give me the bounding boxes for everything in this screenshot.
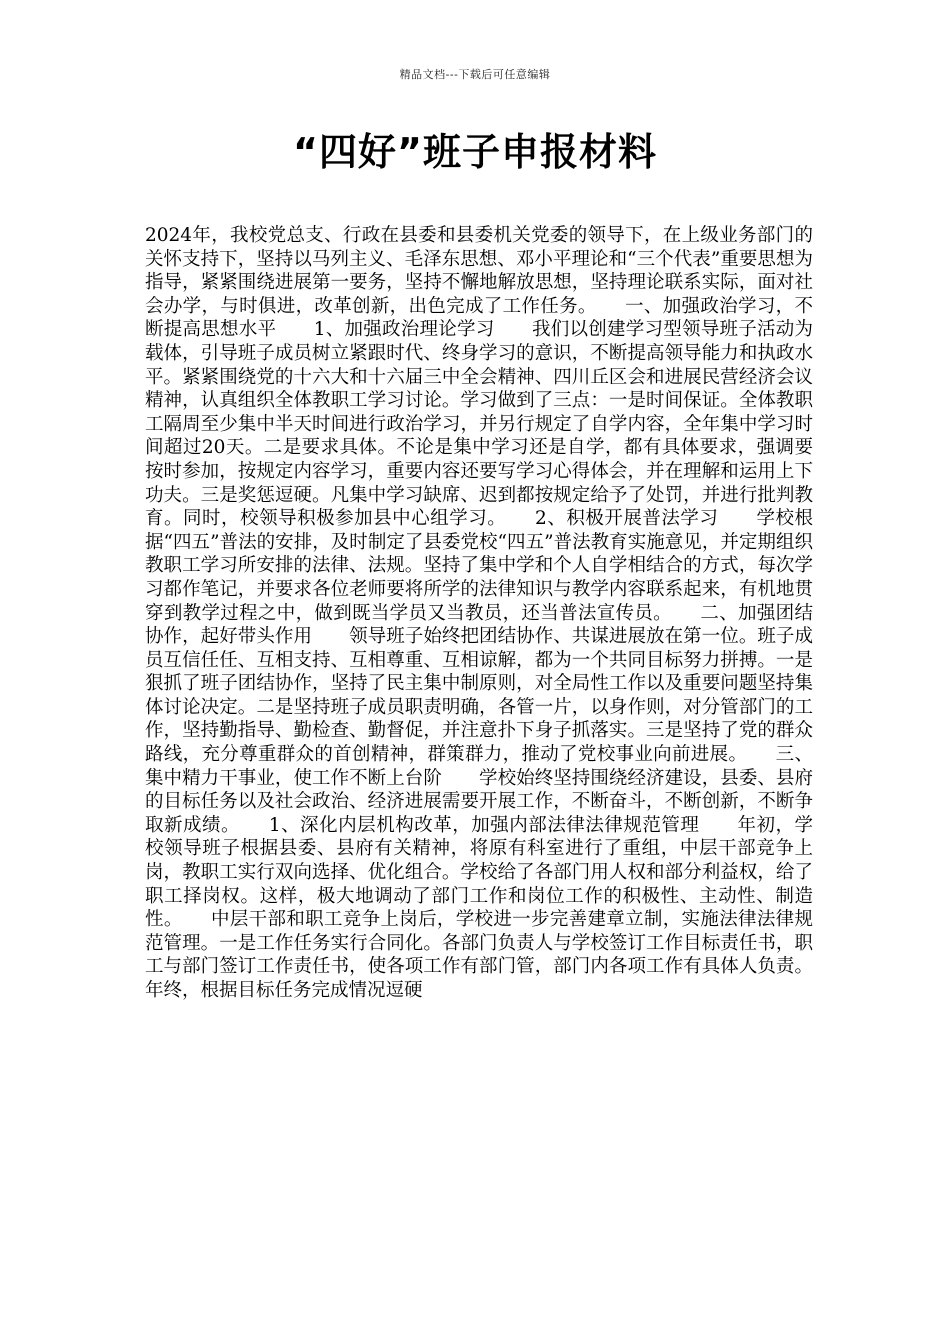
- document-body: 2024年，我校党总支、行政在县委和县委机关党委的领导下，在上级业务部门的关怀支持下，坚持以马列主义、毛泽东思想、邓小平理论和“三个代表”重要思想为指导，紧紧围绕进展第一要务，坚持不懈地解放思想，坚持理论联系实际，面对社会办学，与时俱进，改革创新，出色完成了工作任务。 一、加强政治学习，不断提高思想水平 1、加强政治理论学习 我们以创建学习型领导班子活动为载体，引导班子成员树立紧跟时代、终身学习的意识，不断提高领导能力和执政水平。紧紧围绕党的十六大和十六届三中全会精神、四川丘区会和进展民营经济会议精神，认真组织全体教职工学习讨论。学习做到了三点：一是时间保证。全体教职工隔周至少集中半天时间进行政治学习，并另行规定了自学内容，全年集中学习时间超过20天。二是要求具体。不论是集中学习还是自学，都有具体要求，强调要按时参加，按规定内容学习，重要内容还要写学习心得体会，并在理解和运用上下功夫。三是奖惩逗硬。凡集中学习缺席、迟到都按规定给予了处罚，并进行批判教育。同时，校领导积极参加县中心组学习。 2、积极开展普法学习 学校根据“四五”普法的安排，及时制定了县委党校“四五”普法教育实施意见，并定期组织教职工学习所安排的法律、法规。坚持了集中学和个人自学相结合的方式，每次学习都作笔记，并要求各位老师要将所学的法律知识与教学内容联系起来，有机地贯穿到教学过程之中，做到既当学员又当教员，还当普法宣传员。 二、加强团结协作，起好带头作用 领导班子始终把团结协作、共谋进展放在第一位。班子成员互信任任、互相支持、互相尊重、互相谅解，都为一个共同目标努力拼搏。一是狠抓了班子团结协作，坚持了民主集中制原则，对全局性工作以及重要问题坚持集体讨论决定。二是坚持班子成员职责明确，各管一片，以身作则，对分管部门的工作，坚持勤指导、勤检查、勤督促，并注意扑下身子抓落实。三是坚持了党的群众路线，充分尊重群众的首创精神，群策群力，推动了党校事业向前进展。 三、集中精力干事业，使工作不断上台阶 学校始终坚持围绕经济建设，县委、县府的目标任务以及社会政治、经济进展需要开展工作，不断奋斗，不断创新，不断争取新成绩。 1、深化内层机构改革，加强内部法律法律规范管理 年初，学校领导班子根据县委、县府有关精神，将原有科室进行了重组，中层干部竞争上岗，教职工实行双向选择、优化组合。学校给了各部门用人权和部分利益权，给了职工择岗权。这样，极大地调动了部门工作和岗位工作的积极性、主动性、制造性。 中层干部和职工竞争上岗后，学校进一步完善建章立制，实施法律法律规范管理。一是工作任务实行合同化。各部门负责人与学校签订工作目标责任书，职工与部门签订工作责任书，使各项工作有部门管，部门内各项工作有具体人负责。年终，根据目标任务完成情况逗硬: [145, 225, 813, 1001]
- document-title: “四好”班子申报材料: [293, 130, 657, 174]
- header-note: 精品文档---下载后可任意编辑: [399, 68, 551, 81]
